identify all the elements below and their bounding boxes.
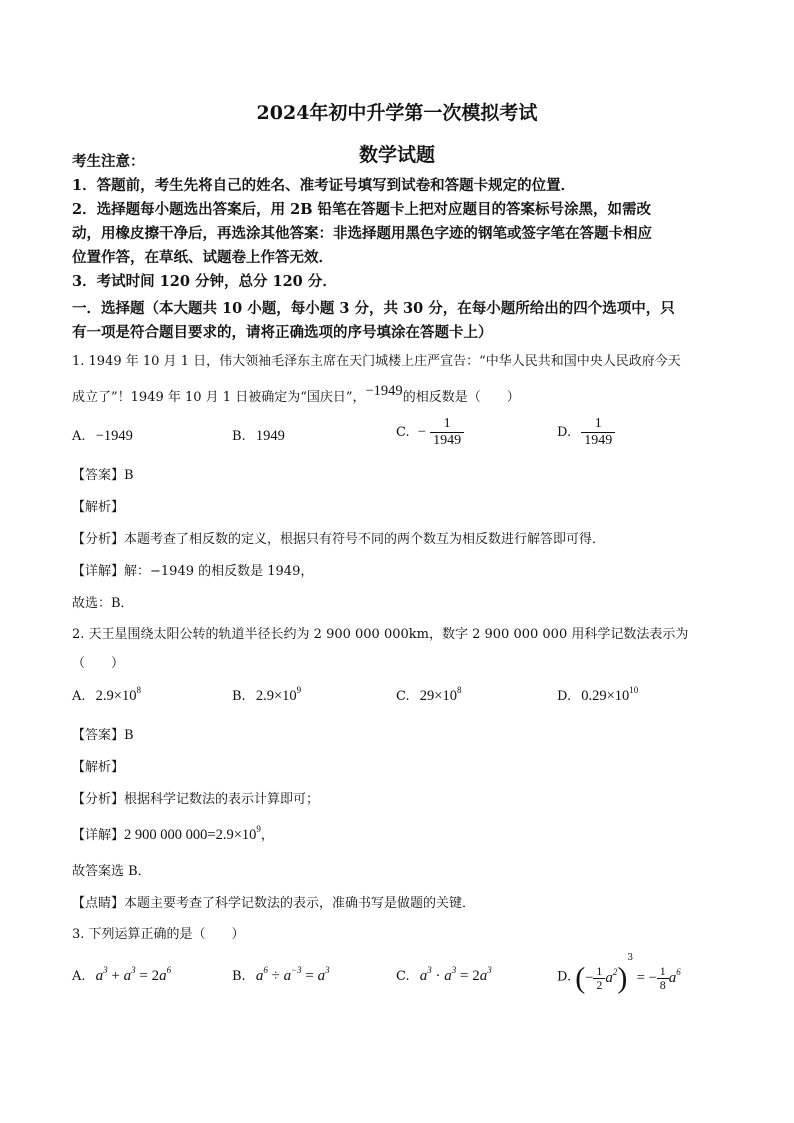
q1-stem-text-a: 成立了”！1949 年 10 月 1 日被确定为“国庆日”， (72, 390, 366, 405)
q1-option-d-denominator: 1949 (584, 433, 613, 448)
q2-detail-exponent: 9 (256, 824, 261, 834)
q1-detail (72, 560, 313, 579)
q1-option-a-value: −1949 (95, 428, 133, 444)
answer-label: 【答案】 (72, 468, 125, 483)
fenxi-label: 【分析】 (72, 792, 125, 807)
q1-option-a-letter: A. (72, 429, 86, 444)
q3-option-b-formula: $a^6 \div a^{-3} = a^3$ (255, 965, 330, 984)
q2-comment-text: 本题主要考查了科学记数法的表示，准确书写是做题的关键． (124, 896, 476, 911)
q1-option-c-letter: C. (396, 425, 410, 440)
q2-option-a (72, 685, 141, 705)
q1-option-b-letter: B. (232, 429, 246, 444)
q1-answer-value: B (124, 468, 134, 483)
q3-option-c-letter: C. (396, 969, 410, 984)
q3-option-d-letter: D. (557, 969, 572, 985)
q1-option-d-letter: D. (557, 425, 572, 440)
q2-option-d-letter: D. (557, 689, 572, 704)
q1-option-c-numerator: 1 (430, 416, 464, 433)
q1-detail-text: 解：−1949 的相反数是 1949， (124, 564, 314, 579)
q2-option-d-value (581, 685, 639, 704)
q2-option-c-exponent: 8 (456, 685, 462, 695)
notice-item-2-line-1: 2．选择题每小题选出答案后，用 2B 铅笔在答题卡上把对应题目的答案标号涂黑，如需改 (72, 201, 652, 218)
q2-option-c-base: 29×10 (419, 688, 457, 704)
q3-option-a-formula: $a^3 + a^3 = 2a^6$ (95, 965, 172, 984)
notice-item-2-line-2: 动，用橡皮擦干净后，再选涂其他答案：非选择题用黑色字迹的钢笔或签字笔在答题卡相应 (72, 225, 652, 242)
q3-option-a-letter: A. (72, 969, 86, 984)
q2-option-b-value (255, 685, 302, 704)
q1-stem-line-2 (72, 383, 520, 406)
answer-label: 【答案】 (72, 728, 125, 743)
q1-conclusion: 故选：B． (72, 596, 134, 611)
notice-item-2-line-3: 位置作答，在草纸、试题卷上作答无效． (72, 249, 333, 266)
page-title: 2024年初中升学第一次模拟考试 (256, 102, 538, 124)
q1-stem-line-1: 1. 1949 年 10 月 1 日，伟大领袖毛泽东主席在天门城楼上庄严宣告：“中华人民共和国中央人民政府今天 (72, 354, 681, 369)
section-heading-line-1: 一．选择题（本大题共 10 小题，每小题 3 分，共 30 分，在每小题所给出的四个选项中，只 (72, 300, 675, 317)
q2-answer-value: B (124, 728, 134, 743)
q2-option-d-exponent: 10 (629, 685, 639, 695)
q2-detail (72, 824, 274, 844)
notice-heading: 考生注意： (72, 153, 145, 170)
q2-detail-math (124, 824, 261, 843)
q3-option-c-formula: $a^3 \cdot a^3 = 2a^3$ (419, 965, 492, 984)
q2-option-c-letter: C. (396, 689, 410, 704)
page-subtitle: 数学试题 (358, 144, 435, 166)
q1-option-d (557, 416, 615, 449)
q3-stem: 3. 下列运算正确的是（ ） (72, 927, 245, 942)
q1-option-b-value: 1949 (255, 428, 285, 444)
comment-label: 【点睛】 (72, 896, 125, 911)
q2-option-b-exponent: 9 (296, 685, 302, 695)
q1-fenxi-text: 本题考查了相反数的定义，根据只有符号不同的两个数互为相反数进行解答即可得． (124, 532, 606, 547)
q3-option-c (396, 965, 492, 985)
q2-option-a-value (95, 685, 141, 704)
notice-item-1: 1．答题前，考生先将自己的姓名、准考证号填写到试卷和答题卡规定的位置． (72, 177, 576, 194)
q2-answer (72, 724, 134, 743)
q1-option-d-numerator: 1 (581, 416, 615, 433)
q2-option-d (557, 685, 639, 705)
detail-label: 【详解】 (72, 828, 125, 843)
q1-option-c-denominator: 1949 (433, 433, 462, 448)
q2-detail-base: 2 900 000 000=2.9×10 (124, 827, 257, 843)
q2-fenxi-text: 根据科学记数法的表示计算即可； (124, 792, 320, 807)
q2-option-a-letter: A. (72, 689, 86, 704)
q2-comment (72, 892, 475, 911)
q1-option-d-fraction (581, 416, 615, 449)
q1-fenxi (72, 528, 605, 547)
q1-option-a (72, 428, 133, 445)
q1-stem-math: −1949 (365, 383, 403, 399)
q2-option-b (232, 685, 302, 705)
q2-stem-line-2: （ ） (72, 656, 125, 671)
notice-item-3: 3．考试时间 120 分钟，总分 120 分． (72, 273, 337, 290)
q1-option-c (396, 416, 464, 449)
q1-stem-text-b: 的相反数是（ ） (402, 390, 520, 405)
q2-fenxi (72, 788, 319, 807)
q3-option-d-formula: (− $\frac{1}{2}$ $a^2)^3$ = − $\frac{1}{8}$ $a^6$ (575, 953, 681, 995)
q2-analysis-label: 【解析】 (72, 760, 125, 775)
q2-option-a-base: 2.9×10 (95, 688, 137, 704)
q3-option-b (232, 965, 330, 985)
q1-analysis-label: 【解析】 (72, 500, 125, 515)
q1-option-c-fraction (430, 416, 464, 449)
q2-option-b-base: 2.9×10 (255, 688, 297, 704)
q1-option-c-sign: − (417, 424, 426, 440)
q2-stem-line-1: 2. 天王星围绕太阳公转的轨道半径长约为 2 900 000 000km，数字 2 900 000 000 用科学记数法表示为 (72, 627, 689, 642)
fenxi-label: 【分析】 (72, 532, 125, 547)
q3-option-a (72, 965, 172, 985)
q2-detail-end: ， (260, 828, 274, 843)
q2-option-b-letter: B. (232, 689, 246, 704)
q2-option-d-base: 0.29×10 (581, 688, 630, 704)
q2-option-c (396, 685, 462, 705)
q1-answer (72, 464, 134, 483)
q1-option-b (232, 428, 285, 445)
q2-conclusion: 故答案选 B． (72, 864, 151, 879)
q2-option-a-exponent: 8 (136, 685, 141, 695)
detail-label: 【详解】 (72, 564, 125, 579)
q2-option-c-value (419, 685, 462, 704)
q3-option-b-letter: B. (232, 969, 246, 984)
section-heading-line-2: 有一项是符合题目要求的，请将正确选项的序号填涂在答题卡上） (72, 324, 493, 341)
q3-option-d (557, 953, 681, 996)
